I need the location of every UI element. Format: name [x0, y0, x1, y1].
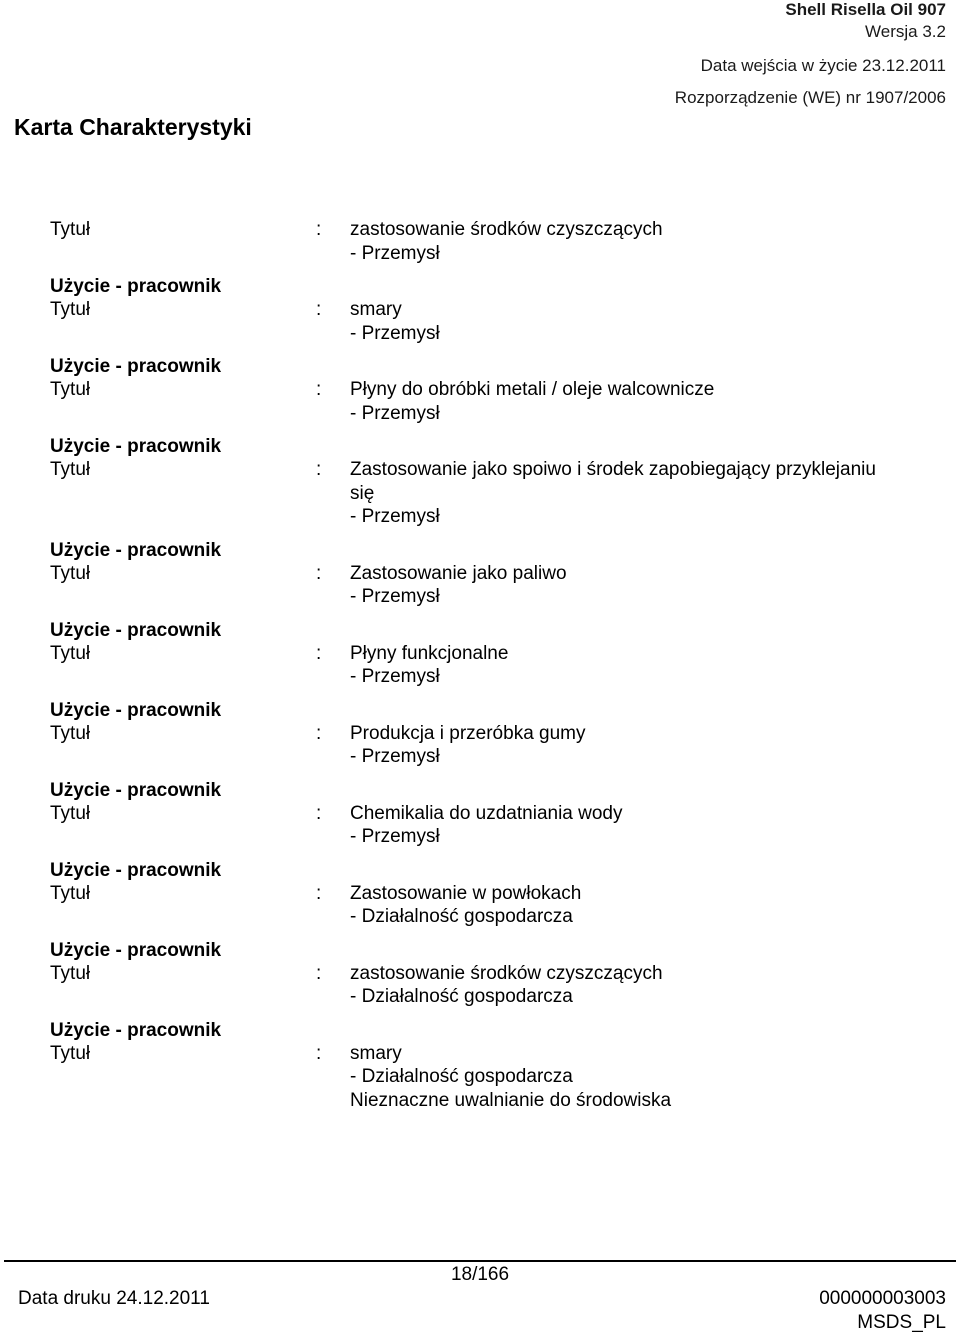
- title-value-line: - Przemysł: [350, 666, 440, 687]
- title-value-line: - Przemysł: [350, 826, 440, 847]
- title-label: Tytuł: [50, 1042, 91, 1064]
- title-row: [50, 458, 930, 529]
- title-value-line: zastosowanie środków czyszczących: [350, 219, 663, 240]
- title-value-line: Nieznaczne uwalnianie do środowiska: [350, 1089, 672, 1111]
- title-value: [350, 882, 930, 929]
- title-value: [350, 802, 930, 849]
- title-label: Tytuł: [50, 802, 91, 824]
- title-value: [350, 722, 930, 769]
- use-entry: [50, 699, 930, 769]
- document-type: MSDS_PL: [857, 1312, 946, 1333]
- title-value-line: Produkcja i przeróbka gumy: [350, 722, 586, 744]
- use-entries-list: [50, 218, 930, 1122]
- use-heading: Użycie - pracownik: [50, 619, 222, 641]
- title-label: Tytuł: [50, 562, 91, 584]
- footer-divider: [4, 1260, 956, 1262]
- title-value-line: Płyny funkcjonalne: [350, 642, 509, 664]
- title-separator: :: [316, 802, 322, 824]
- title-value: [350, 562, 930, 609]
- title-value-line: - Przemysł: [350, 586, 440, 607]
- use-entry: [50, 619, 930, 689]
- title-separator: :: [316, 722, 322, 744]
- title-value-line: smary: [350, 299, 402, 320]
- title-value: [350, 458, 930, 529]
- title-row: [50, 218, 930, 265]
- title-separator: :: [316, 1042, 322, 1064]
- use-heading: Użycie - pracownik: [50, 276, 222, 297]
- title-row: [50, 962, 930, 1009]
- title-label: Tytuł: [50, 962, 91, 984]
- use-entry: [50, 435, 930, 529]
- title-value-line: smary: [350, 1042, 402, 1064]
- document-title: Karta Charakterystyki: [14, 114, 252, 140]
- title-row: [50, 882, 930, 929]
- title-label: Tytuł: [50, 219, 91, 240]
- document-code: 000000003003: [819, 1288, 946, 1309]
- use-heading: Użycie - pracownik: [50, 779, 222, 801]
- title-value-line: - Przemysł: [350, 242, 440, 264]
- use-heading: Użycie - pracownik: [50, 539, 222, 561]
- effective-date: Data wejścia w życie 23.12.2011: [700, 56, 946, 75]
- title-value-line: - Przemysł: [350, 746, 440, 767]
- title-value-line: Chemikalia do uzdatniania wody: [350, 802, 623, 824]
- use-entry: [50, 859, 930, 929]
- title-value-line: - Przemysł: [350, 506, 440, 527]
- title-label: Tytuł: [50, 882, 91, 904]
- title-value-line: - Działalność gospodarcza: [350, 906, 573, 927]
- title-value-line: - Przemysł: [350, 322, 440, 344]
- use-entry: [50, 275, 930, 345]
- use-entry: [50, 218, 930, 265]
- use-heading: Użycie - pracownik: [50, 859, 222, 881]
- use-entry: [50, 539, 930, 609]
- print-date: Data druku 24.12.2011: [18, 1288, 210, 1309]
- title-row: [50, 722, 930, 769]
- title-value-line: Zastosowanie jako spoiwo i środek zapobiegający przyklejaniu: [350, 459, 876, 480]
- title-value: [350, 218, 930, 265]
- title-row: [50, 298, 930, 345]
- document-version: Wersja 3.2: [865, 22, 946, 41]
- title-value-line: zastosowanie środków czyszczących: [350, 962, 663, 984]
- title-separator: :: [316, 219, 322, 240]
- use-heading: Użycie - pracownik: [50, 699, 222, 721]
- use-heading: Użycie - pracownik: [50, 939, 222, 961]
- title-separator: :: [316, 642, 322, 664]
- use-heading: Użycie - pracownik: [50, 356, 222, 377]
- use-entry: [50, 355, 930, 425]
- title-row: [50, 802, 930, 849]
- title-separator: :: [316, 882, 322, 904]
- title-value-line: - Przemysł: [350, 402, 440, 424]
- title-row: [50, 562, 930, 609]
- title-label: Tytuł: [50, 299, 91, 320]
- title-separator: :: [316, 299, 322, 320]
- regulation-reference: Rozporządzenie (WE) nr 1907/2006: [674, 88, 946, 107]
- title-value: [350, 298, 930, 345]
- title-label: Tytuł: [50, 459, 91, 480]
- title-value-line: Zastosowanie jako paliwo: [350, 562, 567, 584]
- title-row: [50, 1042, 930, 1113]
- title-value-line: - Działalność gospodarcza: [350, 1066, 573, 1087]
- title-separator: :: [316, 459, 322, 480]
- use-heading: Użycie - pracownik: [50, 1019, 222, 1041]
- title-value: [350, 642, 930, 689]
- use-entry: [50, 779, 930, 849]
- title-row: [50, 378, 930, 425]
- title-separator: :: [316, 379, 322, 400]
- title-value-line: Płyny do obróbki metali / oleje walcownicze: [350, 379, 715, 400]
- product-name: Shell Risella Oil 907: [785, 0, 946, 19]
- title-value-line: się: [350, 482, 375, 504]
- use-heading: Użycie - pracownik: [50, 436, 222, 457]
- title-separator: :: [316, 962, 322, 984]
- title-value-line: Zastosowanie w powłokach: [350, 882, 582, 904]
- title-value: [350, 962, 930, 1009]
- title-row: [50, 642, 930, 689]
- title-label: Tytuł: [50, 722, 91, 744]
- page-number: 18/166: [450, 1264, 510, 1285]
- title-value: [350, 1042, 930, 1113]
- title-separator: :: [316, 562, 322, 584]
- use-entry: [50, 939, 930, 1009]
- use-entry: [50, 1019, 930, 1113]
- title-value-line: - Działalność gospodarcza: [350, 986, 573, 1007]
- title-value: [350, 378, 930, 425]
- title-label: Tytuł: [50, 642, 91, 664]
- title-label: Tytuł: [50, 379, 91, 400]
